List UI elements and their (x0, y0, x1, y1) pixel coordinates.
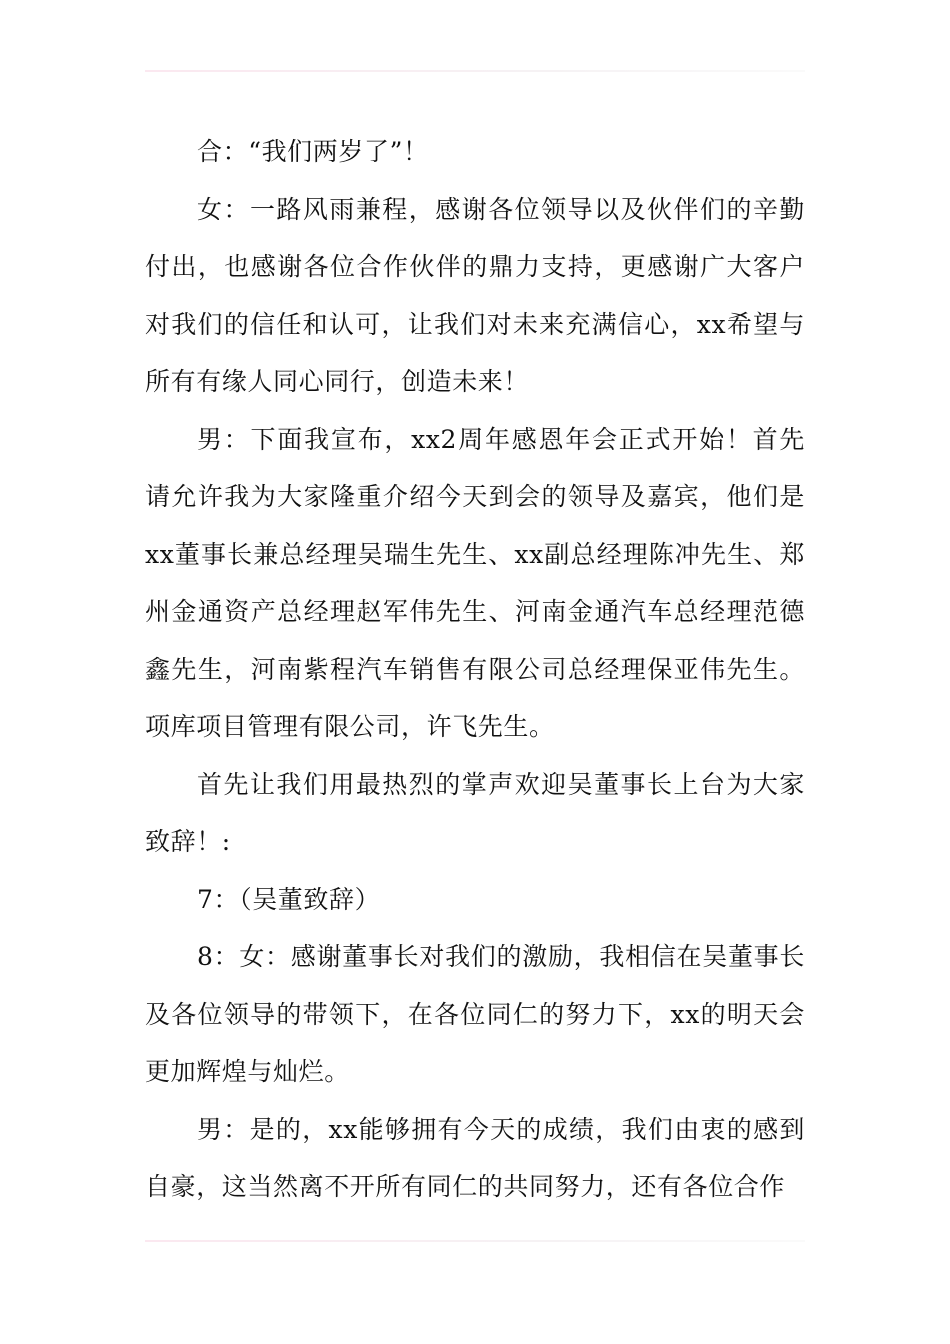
paragraph-1: 合：“我们两岁了”！ (197, 137, 429, 166)
paragraph-7: 男：是的，xx能够拥有今天的成绩，我们由衷的感到自豪，这当然离不开所有同仁的共同努力，还有各位合作 (145, 1114, 805, 1201)
paragraph-5: 7：（吴董致辞） (197, 884, 381, 914)
paragraph-3: 男：下面我宣布，xx2周年感恩年会正式开始！首先请允许我为大家隆重介绍今天到会的领导及嘉宾，他们是xx董事长兼总经理吴瑞生先生、xx副总经理陈冲先生、郑州金通资产总经理赵军伟先生、河南金通汽车总经理范德鑫先生，河南紫程汽车销售有限公司总经理保亚伟先生。项库项目管理有限公司，许飞先生。 (145, 424, 805, 741)
header-rule (145, 70, 805, 72)
paragraph-4: 首先让我们用最热烈的掌声欢迎吴董事长上台为大家致辞！: (145, 769, 805, 856)
paragraph-2: 女：一路风雨兼程，感谢各位领导以及伙伴们的辛勤付出，也感谢各位合作伙伴的鼎力支持，更感谢广大客户对我们的信任和认可，让我们对未来充满信心，xx希望与所有有缘人同心同行，创造未来！ (145, 194, 805, 396)
footer-rule (145, 1240, 805, 1242)
document-body (145, 123, 805, 1216)
paragraph-6: 8：女：感谢董事长对我们的激励，我相信在吴董事长及各位领导的带领下，在各位同仁的努力下，xx的明天会更加辉煌与灿烂。 (145, 942, 805, 1086)
